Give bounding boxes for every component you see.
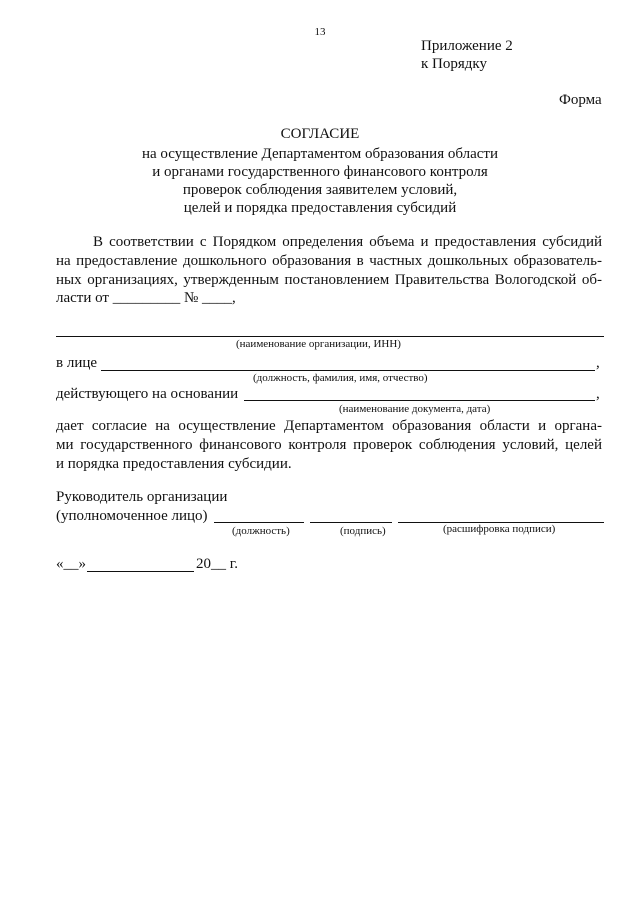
date-month-field[interactable] bbox=[87, 571, 194, 572]
intro-paragraph-line: на предоставление дошкольного образования в частных дошкольных образователь- bbox=[56, 253, 602, 269]
subtitle-line: проверок соблюдения заявителем условий, bbox=[182, 182, 458, 198]
signature-field[interactable] bbox=[310, 522, 392, 523]
consent-paragraph-line: дает согласие на осуществление Департаментом образования области и органа- bbox=[56, 418, 602, 434]
appendix-label: Приложение 2 bbox=[421, 38, 513, 54]
intro-paragraph-line: ных организациях, утвержденным постановлением Правительства Вологодской об- bbox=[56, 272, 602, 288]
date-day: «__» bbox=[56, 556, 86, 572]
date-year: 20__ г. bbox=[196, 556, 238, 572]
form-label: Форма bbox=[559, 92, 602, 108]
basis-field[interactable] bbox=[244, 400, 595, 401]
line-end-comma: , bbox=[596, 355, 600, 371]
signatory-subtitle: (уполномоченное лицо) bbox=[56, 508, 208, 524]
intro-paragraph-line: В соответствии с Порядком определения объема и предоставления субсидий bbox=[93, 234, 602, 250]
position-field[interactable] bbox=[214, 522, 304, 523]
person-field[interactable] bbox=[101, 370, 595, 371]
person-prefix: в лице bbox=[56, 355, 98, 371]
consent-paragraph-line: и порядка предоставления субсидии. bbox=[56, 456, 292, 472]
name-decoding-caption: (расшифровка подписи) bbox=[443, 523, 556, 535]
intro-paragraph-line: ласти от _________ № ____, bbox=[56, 290, 236, 306]
organization-field[interactable] bbox=[56, 336, 604, 337]
signature-caption: (подпись) bbox=[340, 525, 386, 537]
page-number: 13 bbox=[314, 26, 326, 38]
signatory-title: Руководитель организации bbox=[56, 489, 228, 505]
basis-caption: (наименование документа, дата) bbox=[339, 403, 491, 415]
line-end-comma: , bbox=[596, 386, 600, 402]
document-title: СОГЛАСИЕ bbox=[280, 126, 360, 142]
basis-prefix: действующего на основании bbox=[56, 386, 239, 402]
position-caption: (должность) bbox=[232, 525, 290, 537]
subtitle-line: на осуществление Департаментом образования области bbox=[141, 146, 498, 162]
appendix-reference: к Порядку bbox=[421, 56, 487, 72]
subtitle-line: целей и порядка предоставления субсидий bbox=[183, 200, 457, 216]
subtitle-line: и органами государственного финансового контроля bbox=[152, 164, 488, 180]
consent-paragraph-line: ми государственного финансового контроля проверок соблюдения условий, целей bbox=[56, 437, 602, 453]
organization-caption: (наименование организации, ИНН) bbox=[236, 338, 401, 350]
person-caption: (должность, фамилия, имя, отчество) bbox=[253, 372, 428, 384]
